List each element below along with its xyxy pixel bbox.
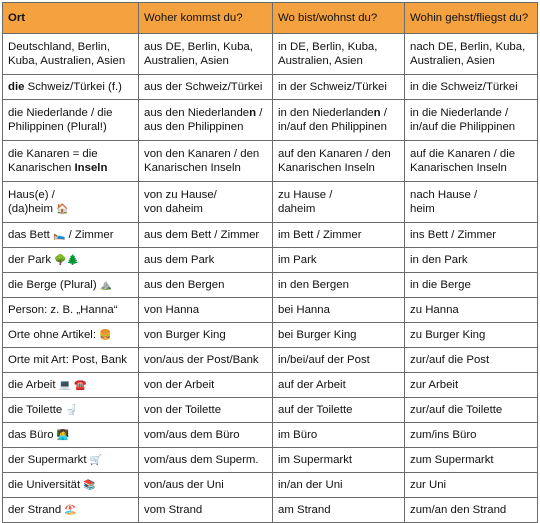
header-wo: Wo bist/wohnst du?	[273, 3, 405, 34]
cell-wohin: zu Burger King	[405, 323, 538, 348]
cell-woher: von Hanna	[139, 298, 273, 323]
cell-woher: aus dem Bett / Zimmer	[139, 223, 273, 248]
cell-ort: die Universität 📚	[3, 473, 139, 498]
cell-wohin: zum Supermarkt	[405, 448, 538, 473]
cell-wohin: in die Niederlande / in/auf die Philippinen	[405, 100, 538, 141]
cell-wo: in der Schweiz/Türkei	[273, 75, 405, 100]
beach-umbrella-icon: 🏖️	[64, 504, 77, 516]
cell-ort: das Büro 👩‍💻	[3, 423, 139, 448]
bed-icon: 🛌	[52, 229, 66, 241]
cell-wo: am Strand	[273, 498, 405, 523]
header-woher: Woher kommst du?	[139, 3, 273, 34]
cell-wo: in/an der Uni	[273, 473, 405, 498]
laptop-phone-icon: 💻 ☎️	[58, 379, 87, 391]
cell-woher: aus den Niederlanden / aus den Philippinen	[139, 100, 273, 141]
cell-wo: in/bei/auf der Post	[273, 348, 405, 373]
tree-icon: 🌳🌲	[54, 254, 80, 266]
table-row	[3, 248, 538, 273]
cell-wo: in den Bergen	[273, 273, 405, 298]
cell-wo: in den Niederlanden / in/auf den Philippinen	[273, 100, 405, 141]
mountain-icon: ⛰️	[99, 279, 113, 291]
cell-wohin: zur Uni	[405, 473, 538, 498]
cell-ort: die Niederlande / die Philippinen (Plural!)	[3, 100, 139, 141]
cell-woher: vom/aus dem Superm.	[139, 448, 273, 473]
cell-wohin: zu Hanna	[405, 298, 538, 323]
cell-woher: aus dem Park	[139, 248, 273, 273]
table-row	[3, 473, 538, 498]
table-row	[3, 100, 538, 141]
cell-ort: der Supermarkt 🛒	[3, 448, 139, 473]
table-row	[3, 298, 538, 323]
cell-ort: der Park 🌳🌲	[3, 248, 139, 273]
header-wohin: Wohin gehst/fliegst du?	[405, 3, 538, 34]
table-row	[3, 34, 538, 75]
cell-wo: im Park	[273, 248, 405, 273]
house-icon: 🏠	[56, 203, 69, 215]
table-row	[3, 398, 538, 423]
cell-wo: auf den Kanaren / den Kanarischen Inseln	[273, 141, 405, 182]
cell-wo: zu Hause / daheim	[273, 182, 405, 223]
cell-wo: auf der Arbeit	[273, 373, 405, 398]
table-row	[3, 498, 538, 523]
toilet-icon: 🚽	[65, 404, 78, 416]
cell-ort: das Bett 🛌 / Zimmer	[3, 223, 139, 248]
cell-woher: von der Arbeit	[139, 373, 273, 398]
header-row	[3, 3, 538, 34]
cell-woher: von den Kanaren / den Kanarischen Inseln	[139, 141, 273, 182]
cell-wohin: in die Berge	[405, 273, 538, 298]
cell-ort: die Schweiz/Türkei (f.)	[3, 75, 139, 100]
table-row	[3, 182, 538, 223]
cell-woher: aus den Bergen	[139, 273, 273, 298]
cell-wohin: in den Park	[405, 248, 538, 273]
cell-woher: von/aus der Uni	[139, 473, 273, 498]
cell-woher: aus der Schweiz/Türkei	[139, 75, 273, 100]
cell-wohin: nach Hause / heim	[405, 182, 538, 223]
cell-ort: die Berge (Plural) ⛰️	[3, 273, 139, 298]
table-row	[3, 323, 538, 348]
cell-wohin: zur/auf die Post	[405, 348, 538, 373]
cell-woher: von zu Hause/ von daheim	[139, 182, 273, 223]
cell-wo: bei Hanna	[273, 298, 405, 323]
table-row	[3, 223, 538, 248]
cell-wo: im Bett / Zimmer	[273, 223, 405, 248]
cell-wo: im Büro	[273, 423, 405, 448]
cell-wohin: auf die Kanaren / die Kanarischen Inseln	[405, 141, 538, 182]
cell-woher: von Burger King	[139, 323, 273, 348]
cell-woher: von der Toilette	[139, 398, 273, 423]
table-row	[3, 75, 538, 100]
cell-ort: Orte mit Art: Post, Bank	[3, 348, 139, 373]
cell-ort: Orte ohne Artikel: 🍔	[3, 323, 139, 348]
cell-wohin: zur Arbeit	[405, 373, 538, 398]
cell-ort: der Strand 🏖️	[3, 498, 139, 523]
cell-wohin: nach DE, Berlin, Kuba, Australien, Asien	[405, 34, 538, 75]
table-row	[3, 348, 538, 373]
cell-ort: Deutschland, Berlin, Kuba, Australien, Asien	[3, 34, 139, 75]
table-row	[3, 273, 538, 298]
table-row	[3, 141, 538, 182]
cell-woher: aus DE, Berlin, Kuba, Australien, Asien	[139, 34, 273, 75]
cell-wohin: in die Schweiz/Türkei	[405, 75, 538, 100]
cell-wo: im Supermarkt	[273, 448, 405, 473]
burger-icon: 🍔	[99, 329, 112, 341]
table-row	[3, 373, 538, 398]
cell-woher: von/aus der Post/Bank	[139, 348, 273, 373]
table-row	[3, 448, 538, 473]
cell-wohin: ins Bett / Zimmer	[405, 223, 538, 248]
cell-wohin: zum/an den Strand	[405, 498, 538, 523]
cell-ort: die Arbeit 💻 ☎️	[3, 373, 139, 398]
cell-woher: vom Strand	[139, 498, 273, 523]
preposition-table	[2, 2, 538, 523]
header-ort: Ort	[3, 3, 139, 34]
table-row	[3, 423, 538, 448]
cell-wohin: zum/ins Büro	[405, 423, 538, 448]
cell-woher: vom/aus dem Büro	[139, 423, 273, 448]
office-worker-icon: 👩‍💻	[56, 429, 70, 441]
cell-wo: auf der Toilette	[273, 398, 405, 423]
cell-ort: Haus(e) / (da)heim 🏠	[3, 182, 139, 223]
cell-ort: Person: z. B. „Hanna“	[3, 298, 139, 323]
books-icon: 📚	[83, 479, 96, 491]
cell-ort: die Kanaren = die Kanarischen Inseln	[3, 141, 139, 182]
cell-wo: in DE, Berlin, Kuba, Australien, Asien	[273, 34, 405, 75]
shopping-cart-icon: 🛒	[89, 454, 103, 466]
cell-wo: bei Burger King	[273, 323, 405, 348]
cell-ort: die Toilette 🚽	[3, 398, 139, 423]
cell-wohin: zur/auf die Toilette	[405, 398, 538, 423]
